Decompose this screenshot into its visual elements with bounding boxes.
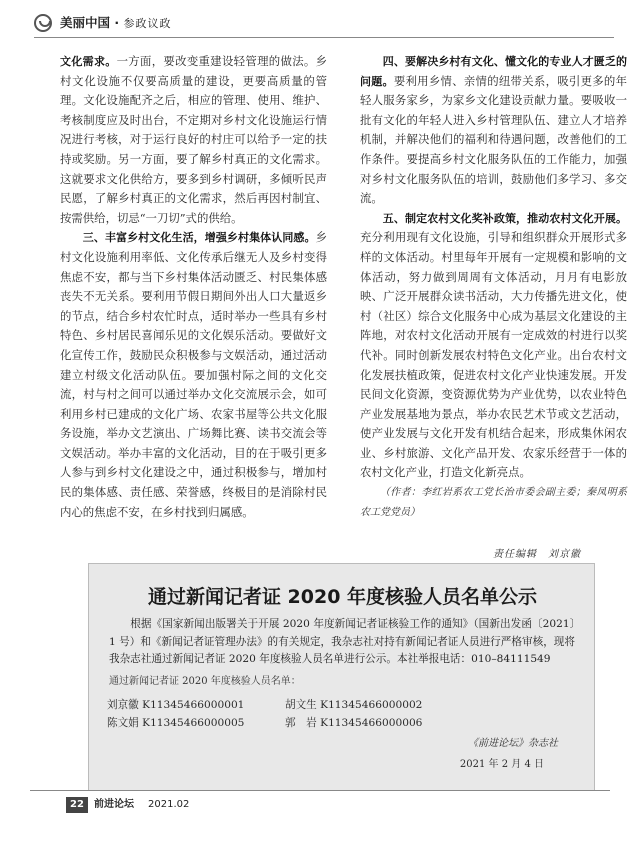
smile-logo-icon xyxy=(34,14,52,32)
name-entry: 郭 岩 K11345466000006 xyxy=(285,717,423,729)
issue-number: 2021.02 xyxy=(148,799,190,810)
paragraph-4 xyxy=(360,209,627,483)
section-4-heading: 四、要解决乡村有文化、懂文化的专业人才匮乏的问题。 xyxy=(360,55,627,88)
section-3-heading: 三、丰富乡村文化生活，增强乡村集体认同感。 xyxy=(82,231,316,245)
page-footer xyxy=(30,790,610,830)
author-note: （作者：李红岩系农工党长治市委会副主委；秦凤明系农工党党员） xyxy=(360,487,627,519)
header-section: 参政议政 xyxy=(123,17,172,30)
header-divider xyxy=(34,37,614,38)
paragraph-1-text: 一方面，要改变重建设轻管理的做法。乡村文化设施不仅要高质量的建设，更要高质量的管理。文化设施配齐之后，相应的管理、使用、维护、考核制度应及时出台，不定期对乡村文化设施运行情况进行考核，对于运行良好的村庄可以给予一定的扶持或奖励。另一方面，要了解乡村真正的文化需求。这就要求文化供给方，要多到乡村调研，多倾听民声民愿，了解乡村真正的文化需求，然后再因村制宜、按需供给，切忌“一刀切”式的供给。 xyxy=(60,54,327,225)
paragraph-3 xyxy=(360,52,627,209)
name-entry: 陈文娟 K11345466000005 xyxy=(107,717,245,729)
notice-date: 2021 年 2 月 4 日 xyxy=(459,759,544,770)
notice-title: 通过新闻记者证 2020 年度核验人员名单公示 xyxy=(147,586,538,608)
footer-divider xyxy=(30,790,610,791)
name-entry: 刘京徽 K11345466000001 xyxy=(107,699,245,711)
name-row xyxy=(107,714,422,732)
name-row xyxy=(107,696,422,714)
publication-name: 前进论坛 xyxy=(94,799,134,810)
notice-list-intro: 通过新闻记者证 2020 年度核验人员名单： xyxy=(109,676,301,687)
header-title xyxy=(60,13,171,31)
paragraph-2-text: 乡村文化设施利用率低、文化传承后继无人及乡村变得焦虑不安，都与当下乡村集体活动匮乏、村民集体感丧失不无关系。要利用节假日期间外出人口大量返乡的节点，结合乡村农忙时点，适时举办一些具有乡村特色、乡村居民喜闻乐见的文化娱乐活动。要做好文化宣传工作，鼓励民众积极参与文娱活动，通过活动建立村级文化活动队伍。要加强村际之间的文化交流，村与村之间可以通过举办文化交流展示会，如可利用乡村已建成的文化广场、农家书屋等公共文化服务设施，举办文艺演出、广场舞比赛、读书交流会等文娱活动。举办丰富的文化活动，目的在于吸引更多人参与到乡村文化建设之中，通过积极参与，增加村民的集体感、责任感、荣誉感，终极目的是消除村民内心的焦虑不安，在乡村找到归属感。 xyxy=(60,230,327,519)
paragraph-1 xyxy=(60,52,327,228)
left-column xyxy=(60,52,327,522)
section-5-heading: 五、制定农村文化奖补政策，推动农村文化开展。 xyxy=(382,211,627,225)
header-brand: 美丽中国 xyxy=(60,15,111,30)
page-header xyxy=(34,12,614,36)
paragraph-3-text: 要利用乡情、亲情的纽带关系，吸引更多的年轻人服务家乡，为家乡文化建设贡献力量。要吸收一批有文化的年轻人进入乡村管理队伍、建立人才培养机制，并解决他们的福利和待遇问题，改善他们的工作条件。要提高乡村文化服务队伍的工作能力，加强对乡村文化服务队伍的培训，鼓励他们多学习、多交流。 xyxy=(360,73,627,206)
right-column xyxy=(360,52,627,523)
paragraph-4-text: 充分利用现有文化设施，引导和组织群众开展形式多样的文体活动。村里每年开展有一定规模和影响的文体活动，努力做到周周有文体活动，月月有电影放映、广泛开展群众读书活动，大力传播先进文化，使村（社区）综合文化服务中心成为基层文化建设的主阵地，对农村文化活动开展有一定成效的村进行以奖代补。同时创新发展农村特色文化产业。出台农村文化发展扶植政策，促进农村文化产业快速发展。开发民间文化资源，变资源优势为产业优势，以农业特色产业发展基地为景点，举办农民艺术节或文艺活动，使产业发展与文化开发有机结合起来，形成集休闲农业、乡村旅游、文化产品开发、农家乐经营于一体的农村文化产业，打造文化新亮点。 xyxy=(360,230,627,480)
responsible-editor: 责任编辑 刘京徽 xyxy=(493,549,581,560)
notice-body: 根据《国家新闻出版署关于开展 2020 年度新闻记者证核验工作的通知》（国新出发函〔2021〕1 号）和《新闻记者证管理办法》的有关规定，我杂志社对持有新闻记者证人员进行严格审核，现将我杂志社通过新闻记者证 2020 年度核验人员名单进行公示。本社举报电话：010–84111549 xyxy=(109,618,575,665)
name-list xyxy=(107,696,422,732)
name-entry: 胡文生 K11345466000002 xyxy=(285,699,423,711)
paragraph-1-lead: 文化需求。 xyxy=(60,55,117,68)
paragraph-2 xyxy=(60,228,327,522)
notice-box xyxy=(88,563,595,791)
notice-signature: 《前进论坛》杂志社 xyxy=(468,738,558,749)
header-dot: · xyxy=(114,15,120,30)
page-number: 22 xyxy=(66,797,88,813)
